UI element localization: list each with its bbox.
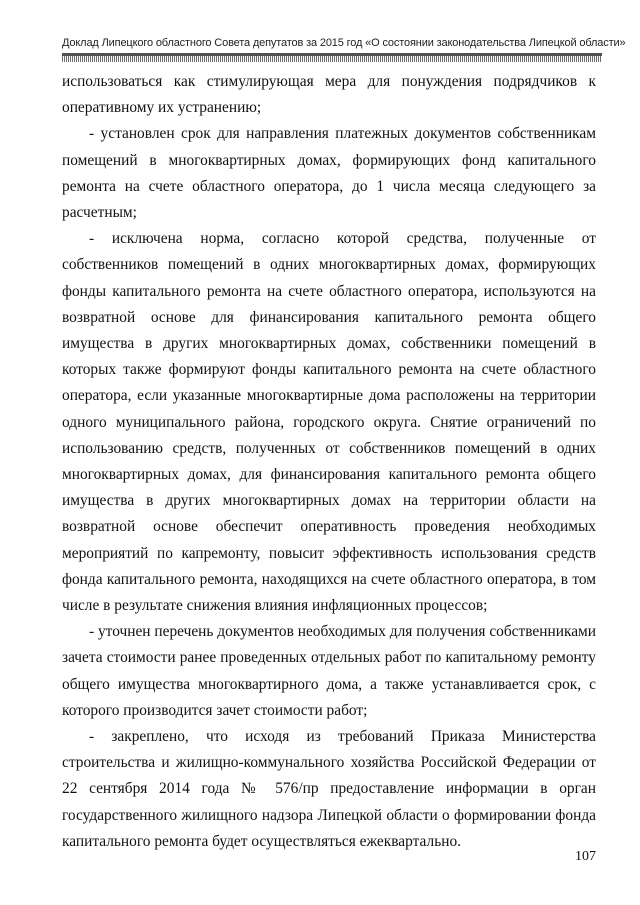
paragraph-continued: использоваться как стимулирующая мера для понуждения подрядчиков к оперативному их устранению;: [62, 73, 596, 117]
paragraph: - уточнен перечень документов необходимых для получения собственниками зачета стоимости ранее проведенных отдельных работ по капитальному ремонту общего имущества многоквартирного дома, а также устанавливается срок, с которого производится зачет стоимости работ;: [62, 623, 596, 719]
document-body: [62, 69, 596, 855]
paragraph: - закреплено, что исходя из требований Приказа Министерства строительства и жилищно-коммунального хозяйства Российской Федерации от 22 сентября 2014 года № 576/пр предоставление информации в орган государственного жилищного надзора Липецкой области о формировании фонда капитального ремонта будет осуществляться ежеквартально.: [62, 728, 596, 850]
header-title: Доклад Липецкого областного Совета депутатов за 2015 год «О состоянии законодательства Липецкой области»: [62, 37, 626, 49]
page-header: [62, 37, 626, 62]
header-rule: [62, 53, 602, 62]
page-number: 107: [575, 849, 596, 864]
paragraph: - исключена норма, согласно которой средства, полученные от собственников помещений в одних многоквартирных домах, формирующих фонды капитального ремонта на счете областного оператора, используются на возвратной основе для финансирования капитального ремонта общего имущества в других многоквартирных домах, собственники помещений в которых также формируют фонды капитального ремонта на счете областного оператора, если указанные многоквартирные дома расположены на территории одного муниципального района, городского округа. Снятие ограничений по использованию средств, полученных от собственников помещений в одних многоквартирных домах, для финансирования капитального ремонта общего имущества в других многоквартирных домах на территории области на возвратной основе обеспечит оперативность проведения необходимых мероприятий по капремонту, повысит эффективность использования средств фонда капитального ремонта, находящихся на счете областного оператора, в том числе в результате снижения влияния инфляционных процессов;: [62, 230, 596, 615]
paragraph: - установлен срок для направления платежных документов собственникам помещений в многоквартирных домах, формирующих фонд капитального ремонта на счете областного оператора, до 1 числа месяца следующего за расчетным;: [62, 125, 596, 222]
